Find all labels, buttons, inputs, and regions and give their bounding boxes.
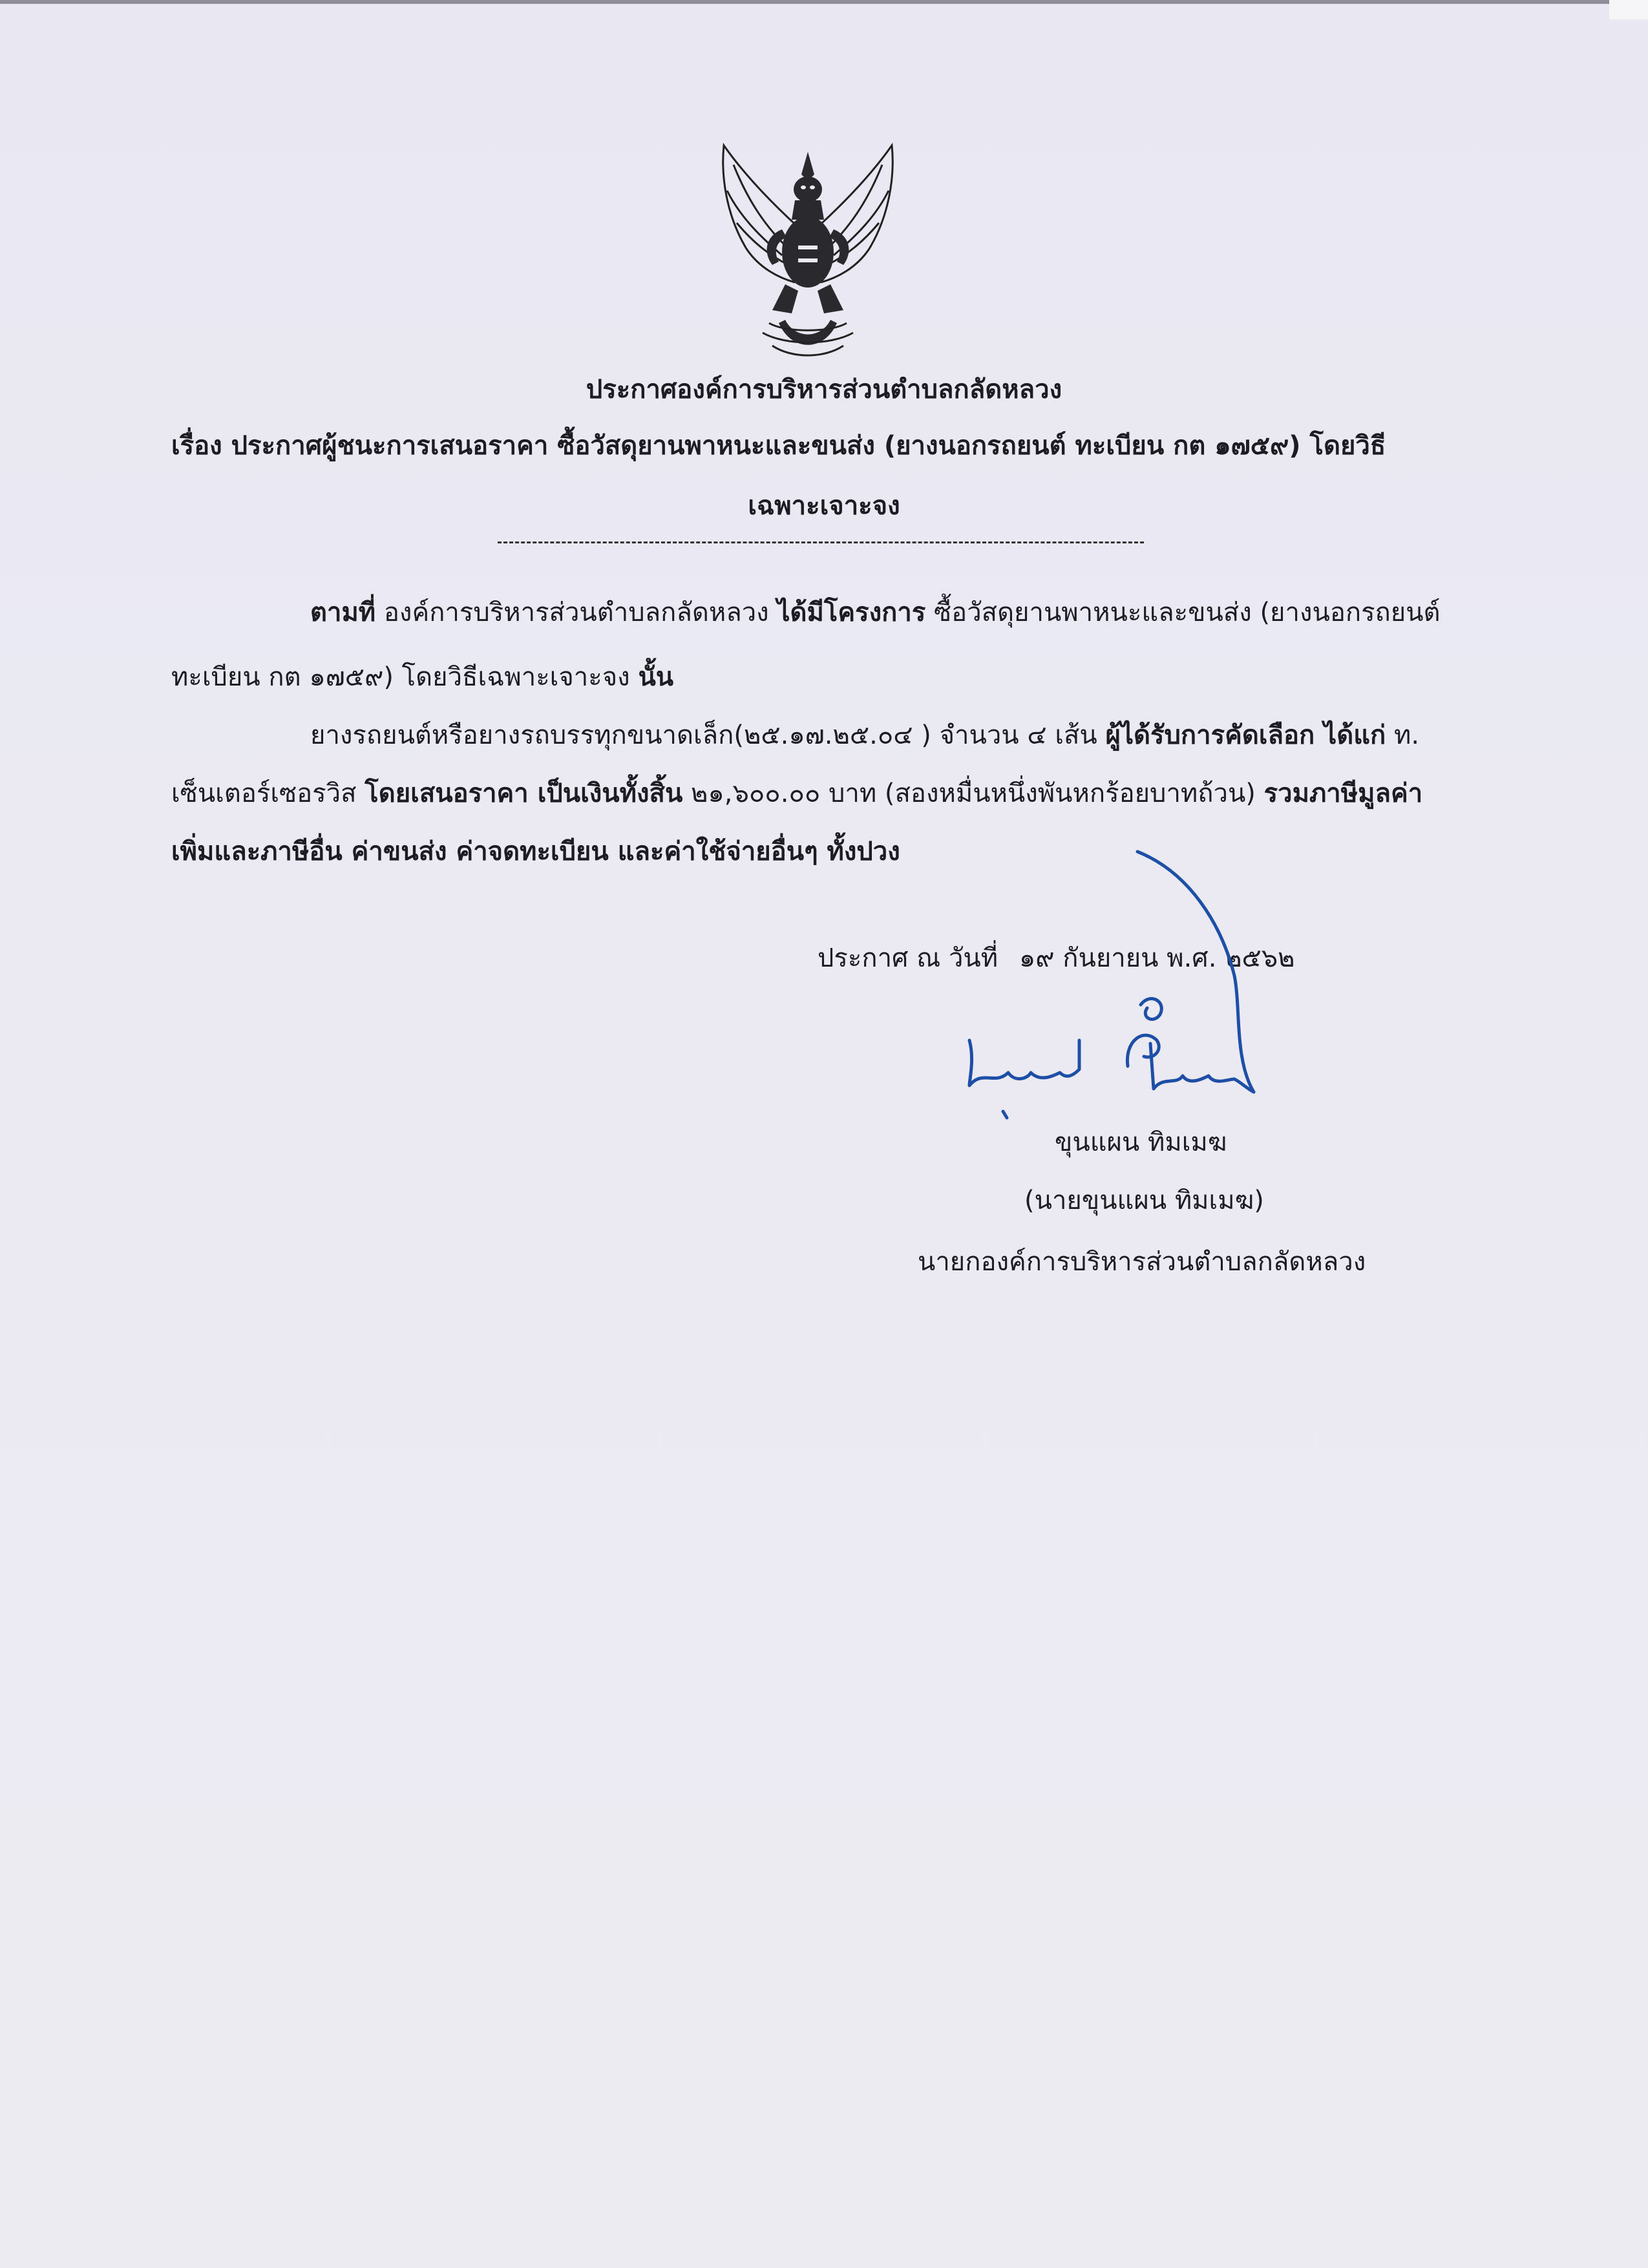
p2-offer-label: โดยเสนอราคา เป็นเงินทั้งสิ้น: [364, 779, 683, 808]
scan-edge: [0, 0, 1648, 4]
paragraph-2-line-3: เพิ่มและภาษีอื่น ค่าขนส่ง ค่าจดทะเบียน และค่าใช้จ่ายอื่นๆ ทั้งปวง: [171, 837, 900, 866]
p2-vendor-name: เซ็นเตอร์เซอรวิส: [171, 779, 357, 808]
subject-line-2: เฉพาะเจาะจง: [748, 491, 900, 521]
announce-date: ๑๙ กันยายน พ.ศ. ๒๕๖๒: [1019, 943, 1295, 973]
p1-project-text: ซื้อวัสดุยานพาหนะและขนส่ง (ยางนอกรถยนต์: [934, 598, 1441, 627]
p2-amount: ๒๑,๖๐๐.๐๐ บาท (สองหมื่นหนึ่งพันหกร้อยบาทถ้วน): [691, 779, 1256, 808]
scan-corner: [1609, 0, 1648, 19]
handwritten-signature-icon: [956, 846, 1318, 1124]
paragraph-2-line-1: [310, 717, 1419, 753]
p2-vendor-start: ท.: [1393, 720, 1420, 750]
p2-item: ยางรถยนต์หรือยางรถบรรทุกขนาดเล็ก(๒๕.๑๗.๒๕.๐๔ ) จำนวน ๔ เส้น: [310, 720, 1097, 750]
p2-vat-label: รวมภาษีมูลค่า: [1263, 779, 1423, 808]
p2-selected-label: ผู้ได้รับการคัดเลือก ได้แก่: [1105, 720, 1386, 750]
p1-lead: ตามที่: [310, 598, 376, 627]
subject-line-1: [171, 428, 1386, 464]
signer-position: นายกองค์การบริหารส่วนตำบลกลัดหลวง: [918, 1247, 1366, 1277]
signer-full-name: (นายขุนแผน ทิมเมฆ): [1024, 1186, 1264, 1215]
announce-label: ประกาศ ณ วันที่: [818, 943, 998, 973]
subject-text: ประกาศผู้ชนะการเสนอราคา ซื้อวัสดุยานพาหนะและขนส่ง (ยางนอกรถยนต์ ทะเบียน กต ๑๗๕๙) โดยวิธี: [231, 431, 1386, 461]
garuda-emblem-icon: [701, 139, 914, 365]
p1-project-label: ได้มีโครงการ: [777, 598, 926, 627]
subject-label: เรื่อง: [171, 431, 222, 461]
signer-typed-name: ขุนแผน ทิมเมฆ: [1055, 1128, 1227, 1157]
divider: [498, 541, 1144, 543]
paragraph-1-line-1: [310, 594, 1441, 631]
paragraph-2-line-2: [171, 775, 1422, 812]
p1-line2-text: ทะเบียน กต ๑๗๕๙) โดยวิธีเฉพาะเจาะจง: [171, 662, 630, 692]
org-title: ประกาศองค์การบริหารส่วนตำบลกลัดหลวง: [586, 375, 1062, 404]
paragraph-1-line-2: [171, 659, 673, 695]
p1-end: นั้น: [638, 662, 674, 692]
p1-org: องค์การบริหารส่วนตำบลกลัดหลวง: [383, 598, 769, 627]
